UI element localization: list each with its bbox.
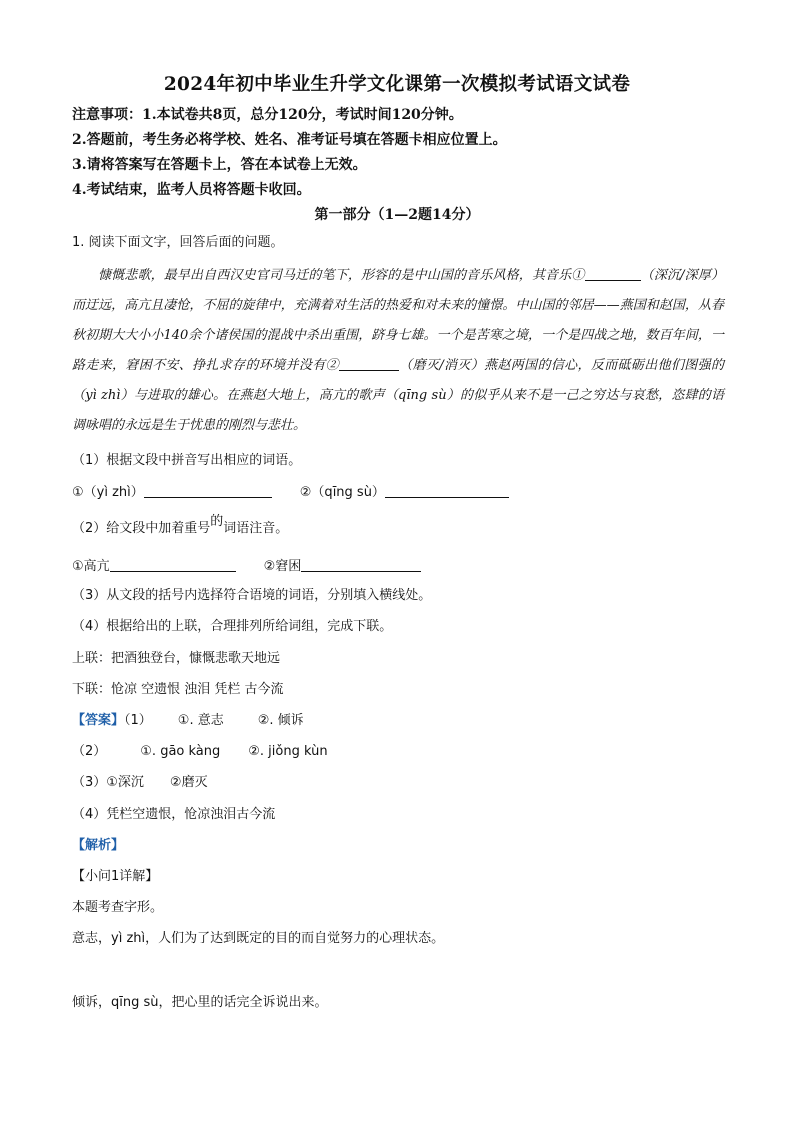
answer-1-prefix: （1） [124,713,152,728]
blank-2[interactable] [339,356,399,371]
answer-row-1 [72,712,304,730]
sub-1-item-a: ①（yì zhì） [72,485,144,500]
passage-part-2: （深沉/深厚）而迂远，高亢且凄怆，不屈的旋律中，充满着对生活的热爱和对未来的憧憬。中山国的邻居——燕国和赵国，从春秋初期大大小小140余个诸侯国的混战中杀出重围，跻身七雄。一个是苦寒之境，一个是四战之地，数百年间，一路走来，窘困不安、挣扎求存的环境并没有② [72,268,724,373]
answer-row-3: （3）①深沉 ②磨灭 [72,775,208,790]
notice-line-3: 3.请将答案写在答题卡上，答在本试卷上无效。 [72,157,367,173]
couplet-lower: 下联：怆凉 空遗恨 浊泪 凭栏 古今流 [72,682,284,697]
question-1-passage [72,261,724,441]
answer-row-2 [72,743,328,761]
passage-part-3: （磨灭/消灭）燕赵两国的信心，反而砥砺出他们图强的（yì zhì）与进取的雄心。在燕赵大地上，高亢的歌声（qīng sù）的似乎从来不是一己之穷达与哀愁，恣肆的语调咏唱的永远是生于忧患的刚烈与悲壮。 [72,358,724,433]
answer-1-item-2: ②. 倾诉 [257,713,304,728]
analysis-line-1: 本题考查字形。 [72,900,164,915]
analysis-label-text: 【解析】 [72,838,125,853]
answer-2-item-1: ①. gāo kàng [140,744,221,759]
sub-2-answer-row [72,557,421,576]
sub-1-blank-a[interactable] [144,483,272,498]
notice-line-4: 4.考试结束，监考人员将答题卡收回。 [72,182,311,198]
sub-2-item-a: ①高亢 [72,559,110,574]
blank-1[interactable] [585,266,641,281]
page-title: 2024年初中毕业生升学文化课第一次模拟考试语文试卷 [163,74,631,95]
sub-question-2 [72,514,289,538]
notice-line-2: 2.答题前，考生务必将学校、姓名、准考证号填在答题卡相应位置上。 [72,132,507,148]
analysis-line-3: 倾诉，qīng sù，把心里的话完全诉说出来。 [72,995,328,1010]
passage-part-1: 慷慨悲歌，最早出自西汉史官司马迁的笔下，形容的是中山国的音乐风格，其音乐① [98,268,585,283]
sub-1-answer-row [72,483,509,502]
sub-2-blank-a[interactable] [110,557,236,572]
notice-line-1: 注意事项：1.本试卷共8页，总分120分，考试时间120分钟。 [72,107,463,123]
analysis-label [72,837,124,855]
answer-2-item-2: ②. jiǒng kùn [248,744,328,759]
sub-1-blank-b[interactable] [385,483,509,498]
section-title: 第一部分（1—2题14分） [314,207,480,223]
sub-question-1: （1）根据文段中拼音写出相应的词语。 [72,453,302,468]
sub-1-item-b: ②（qīng sù） [299,485,385,500]
answer-row-4: （4）凭栏空遗恨，怆凉浊泪古今流 [72,807,276,822]
sub-2-blank-b[interactable] [301,557,421,572]
sub-2-text-pre: （2）给文段中加着重号 [72,521,211,536]
sub-2-text-post: 词语注音。 [223,521,289,536]
answer-2-prefix: （2） [72,744,107,759]
analysis-line-2: 意志，yì zhì，人们为了达到既定的目的而自觉努力的心理状态。 [72,931,445,946]
answer-1-item-1: ①. 意志 [177,713,224,728]
sub-question-3: （3）从文段的括号内选择符合语境的词语，分别填入横线处。 [72,588,432,603]
answer-label: 【答案】 [72,713,125,728]
analysis-sub-label: 【小问1详解】 [72,869,159,884]
sub-2-mark: 的 [210,514,224,529]
sub-question-4: （4）根据给出的上联，合理排列所给词组，完成下联。 [72,619,393,634]
question-1-prompt: 1. 阅读下面文字，回答后面的问题。 [72,235,284,250]
couplet-upper: 上联：把酒独登台，慷慨悲歌天地远 [72,651,281,666]
sub-2-item-b: ②窘困 [263,559,302,574]
